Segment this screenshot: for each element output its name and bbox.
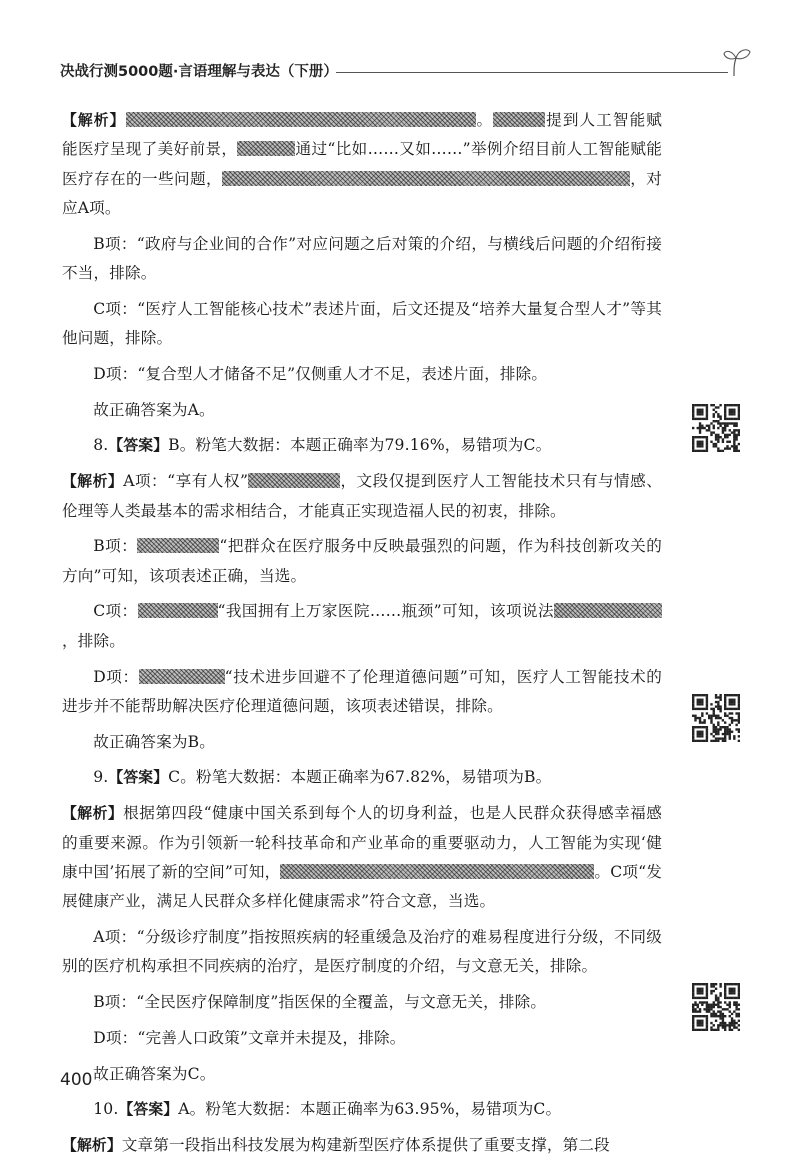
analysis-label: 【解析】 — [62, 805, 124, 823]
paragraph — [62, 799, 662, 916]
text-run: B项： — [93, 537, 138, 556]
redacted-text — [554, 603, 662, 618]
redacted-text — [493, 112, 545, 127]
redacted-text — [139, 669, 225, 684]
text-run: C项： — [93, 602, 138, 621]
paragraph — [62, 728, 662, 757]
text-run: B项：“全民医疗保障制度”指医保的全覆盖，与文意无关，排除。 — [93, 993, 547, 1012]
paragraph — [62, 1095, 662, 1124]
analysis-label: 【解析】 — [62, 1137, 122, 1155]
text-run: ，排除。 — [62, 631, 125, 650]
analysis-label: 【解析】 — [62, 112, 126, 129]
page-number: 400 — [60, 1070, 93, 1090]
qr-code-icon — [692, 694, 740, 742]
redacted-text — [137, 538, 219, 553]
qr-code-q8[interactable] — [692, 404, 740, 452]
text-run: C。粉笔大数据：本题正确率为67.82%，易错项为B。 — [168, 768, 552, 787]
paragraph — [62, 1060, 662, 1089]
paragraph — [62, 230, 662, 289]
text-run: C项：“医疗人工智能核心技术”表述片面，后文还提及“培养大量复合型人才”等其他问题，排除。 — [62, 299, 662, 348]
text-run: 故正确答案为A。 — [93, 400, 215, 419]
text-run: 提到人工智能赋能医疗呈现了美好前景， — [62, 111, 662, 159]
paragraph — [62, 763, 662, 792]
paragraph — [62, 467, 662, 526]
paragraph — [62, 106, 662, 223]
question-number: 8. — [93, 436, 109, 455]
header-rule — [336, 72, 728, 73]
paragraph — [62, 396, 662, 425]
text-run: 通过“比如……又如……”举例介绍目前人工智能赋能医疗存在的一些问题， — [62, 140, 663, 188]
text-run: ，对应A项。 — [62, 169, 662, 217]
paragraph — [62, 1131, 662, 1160]
redacted-text — [237, 141, 295, 156]
paragraph — [62, 431, 662, 460]
analysis-label: 【解析】 — [62, 473, 124, 491]
redacted-text — [222, 171, 630, 186]
answer-label: 【答案】 — [108, 769, 169, 787]
paragraph — [62, 360, 662, 389]
question-number: 9. — [93, 768, 109, 787]
redacted-text — [248, 473, 340, 488]
text-run: 故正确答案为C。 — [93, 1064, 216, 1083]
redacted-text — [138, 603, 218, 618]
text-run: B。粉笔大数据：本题正确率为79.16%，易错项为C。 — [168, 436, 552, 455]
text-run: D项：“复合型人才储备不足”仅侧重人才不足，表述片面，排除。 — [93, 364, 548, 383]
paragraph — [62, 988, 662, 1017]
text-run: A。粉笔大数据：本题正确率为63.95%，易错项为C。 — [178, 1100, 562, 1119]
answer-label: 【答案】 — [118, 1101, 179, 1119]
qr-code-icon — [692, 404, 740, 452]
paragraph — [62, 923, 662, 982]
answer-label: 【答案】 — [108, 437, 169, 455]
explanation-text — [62, 106, 662, 1167]
text-run: ，文段仅提到医疗人工智能技术只有与情感、伦理等人类最基本的需求相结合，才能真正实现造福人民的初衷，排除。 — [62, 472, 662, 520]
text-run: 故正确答案为B。 — [93, 732, 216, 751]
text-run: “把群众在医疗服务中反映最强烈的问题，作为科技创新攻关的方向”可知，该项表述正确，当选。 — [62, 537, 662, 585]
paragraph — [62, 532, 662, 591]
sprout-icon — [722, 46, 752, 78]
text-run: A项：“分级诊疗制度”指按照疾病的轻重缓急及治疗的难易程度进行分级，不同级别的医疗机构承担不同疾病的治疗，是医疗制度的介绍，与文意无关，排除。 — [62, 927, 662, 976]
book-title: 决战行测5000题·言语理解与表达（下册） — [60, 64, 338, 80]
redacted-text — [564, 864, 594, 879]
text-run: “我国拥有上万家医院……瓶颈”可知，该项说法 — [217, 602, 554, 621]
redacted-text — [126, 112, 476, 127]
paragraph — [62, 1024, 662, 1053]
text-run: “技术进步回避不了伦理道德问题”可知，医疗人工智能技术的进步并不能帮助解决医疗伦理道德问题，该项表述错误，排除。 — [62, 667, 662, 715]
text-run: D项： — [93, 667, 139, 686]
text-run: 根据第四段“健康中国关系到每个人的切身利益，也是人民群众获得感幸福感的重要来源。作为引领新一轮科技革命和产业革命的重要驱动力，人工智能为实现‘健康中国’拓展了新的空间”可知， — [62, 804, 662, 881]
qr-code-q10[interactable] — [692, 983, 740, 1031]
question-number: 10. — [93, 1100, 119, 1119]
paragraph — [62, 663, 662, 722]
qr-code-q9[interactable] — [692, 694, 740, 742]
paragraph — [62, 597, 662, 656]
paragraph — [62, 295, 662, 354]
redacted-text — [280, 864, 564, 879]
text-run: D项：“完善人口政策”文章并未提及，排除。 — [93, 1028, 406, 1047]
text-run: B项：“政府与企业间的合作”对应问题之后对策的介绍，与横线后问题的介绍衔接不当，排除。 — [62, 234, 662, 282]
text-run: 。 — [475, 111, 494, 129]
text-run: 文章第一段指出科技发展为构建新型医疗体系提供了重要支撑，第二段 — [121, 1136, 610, 1155]
text-run: A项：“享有人权” — [123, 472, 249, 491]
qr-code-icon — [692, 983, 740, 1031]
text-run: 。C项“发展健康产业，满足人民群众多样化健康需求”符合文意，当选。 — [62, 862, 662, 911]
